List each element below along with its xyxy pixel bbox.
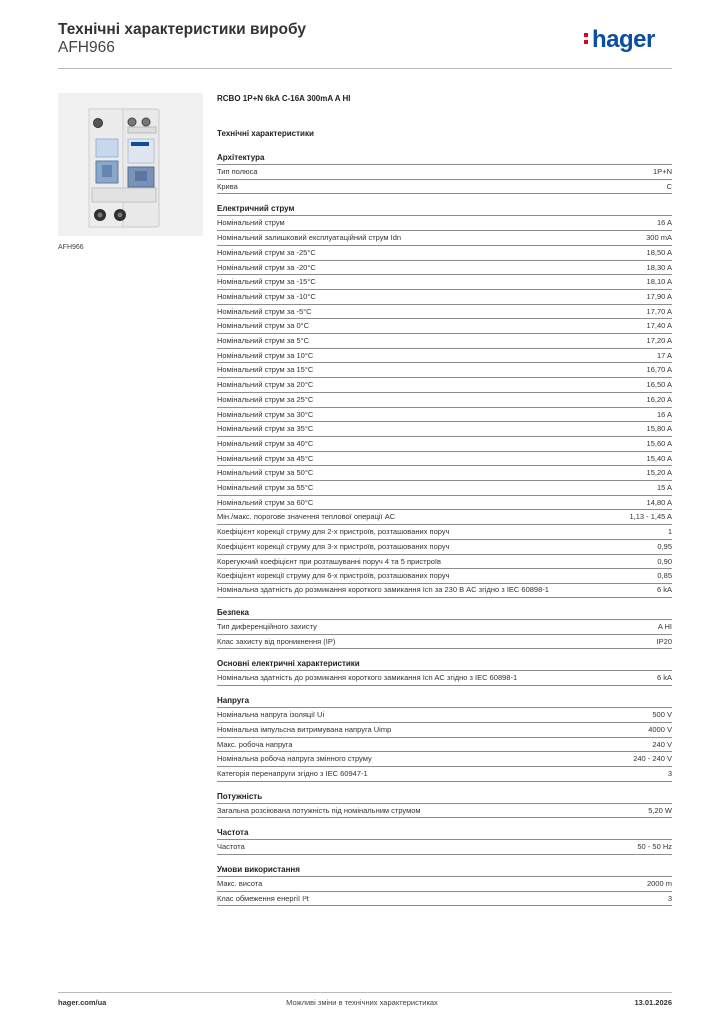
spec-label: Номінальна імпульсна витримувана напруга Uimp [217, 724, 392, 734]
spec-row [217, 334, 672, 349]
spec-value: 15,60 A [646, 438, 672, 448]
spec-row [217, 261, 672, 276]
spec-value: 6 kA [656, 584, 672, 594]
spec-value: 15,40 A [646, 453, 672, 463]
spec-row [217, 510, 672, 525]
circuit-breaker-icon [58, 93, 203, 236]
spec-value: 16,50 A [646, 380, 672, 390]
footer-divider [58, 992, 672, 993]
spec-label: Номінальний струм [217, 218, 285, 228]
spec-row [217, 752, 672, 767]
spec-label: Номінальна напруга ізоляції Ui [217, 710, 325, 720]
spec-row [217, 378, 672, 393]
footer-website[interactable]: hager.com/ua [58, 998, 107, 1007]
spec-label: Категорія перенапруги згідно з IEC 60947-1 [217, 768, 368, 778]
spec-value: 5,20 W [648, 805, 672, 815]
spec-row [217, 840, 672, 855]
spec-label: Тип полюса [217, 167, 258, 176]
spec-label: Номінальний струм за 20°C [217, 380, 314, 390]
spec-section [217, 203, 672, 598]
spec-value: 1P+N [653, 167, 672, 176]
spec-value: 17,40 A [646, 321, 672, 331]
spec-section [217, 607, 672, 649]
spec-value: 6 kA [656, 673, 672, 683]
spec-label: Номінальний струм за -20°C [217, 262, 316, 272]
spec-label: Номінальний залишковий експлуатаційний струм Idn [217, 233, 402, 243]
spec-label: Тип диференційного захисту [217, 621, 317, 631]
spec-label: Номінальний струм за 45°C [217, 453, 314, 463]
spec-label: Мін./макс. порогове значення теплової операції AC [217, 512, 396, 522]
spec-label: Клас обмеження енергії I²t [217, 893, 309, 903]
spec-value: 1 [667, 527, 672, 537]
spec-value: 0,85 [657, 571, 672, 581]
spec-section [217, 827, 672, 855]
spec-row [217, 393, 672, 408]
spec-label: Клас захисту від проникнення (IP) [217, 636, 336, 646]
spec-label: Корегуючий коефіцієнт при розташуванні поруч 4 та 5 пристроїв [217, 556, 441, 566]
spec-section [217, 864, 672, 906]
spec-label: Номінальний струм за -5°C [217, 306, 312, 316]
spec-label: Загальна розсіювана потужність під номінальним струмом [217, 805, 421, 815]
spec-value: C [666, 181, 672, 191]
section-heading: Частота [217, 827, 672, 840]
spec-row [217, 540, 672, 555]
spec-row [217, 180, 672, 195]
spec-value: 3 [667, 768, 672, 778]
spec-value: A HI [657, 621, 672, 631]
spec-label: Коефіцієнт корекції струму для 2-х пристроїв, розташованих поруч [217, 527, 450, 537]
spec-label: Коефіцієнт корекції струму для 3-х пристроїв, розташованих поруч [217, 541, 450, 551]
spec-label: Номінальний струм за -10°C [217, 291, 316, 301]
spec-label: Макс. робоча напруга [217, 739, 293, 749]
section-heading: Основні електричні характеристики [217, 658, 672, 671]
spec-row [217, 408, 672, 423]
spec-value: 18,10 A [646, 277, 672, 287]
spec-value: 17,90 A [646, 291, 672, 301]
spec-label: Номінальний струм за 50°C [217, 468, 314, 478]
tech-specs-title: Технічні характеристики [217, 129, 314, 138]
spec-row [217, 584, 672, 598]
spec-label: Номінальна здатність до розмикання короткого замикання Icn за 230 В AC згідно з IEC 60898-1 [217, 584, 549, 594]
image-caption: AFH966 [58, 244, 84, 251]
spec-label: Крива [217, 181, 238, 191]
spec-row [217, 496, 672, 511]
spec-label: Частота [217, 842, 245, 852]
spec-value: 240 - 240 V [633, 754, 672, 764]
spec-value: 300 mA [646, 233, 672, 243]
spec-label: Макс. висота [217, 879, 263, 889]
spec-value: 0,95 [657, 541, 672, 551]
spec-row [217, 525, 672, 540]
spec-value: 16 A [656, 409, 672, 419]
product-image [58, 93, 203, 236]
spec-row [217, 231, 672, 246]
spec-value: 16 A [656, 218, 672, 228]
spec-row [217, 319, 672, 334]
spec-label: Номінальний струм за 30°C [217, 409, 314, 419]
header-divider [58, 68, 672, 69]
spec-row [217, 275, 672, 290]
spec-row [217, 892, 672, 907]
spec-value: 16,70 A [646, 365, 672, 375]
section-heading: Архітектура [217, 152, 672, 165]
spec-value: 240 V [652, 739, 672, 749]
section-heading: Електричний струм [217, 203, 672, 216]
spec-value: 3 [667, 893, 672, 903]
product-code: AFH966 [58, 39, 115, 56]
spec-label: Номінальний струм за 40°C [217, 438, 314, 448]
section-heading: Умови використання [217, 864, 672, 877]
spec-row [217, 437, 672, 452]
spec-row [217, 481, 672, 496]
logo-text: hager [592, 26, 655, 53]
spec-row [217, 569, 672, 584]
spec-value: 2000 m [646, 879, 672, 889]
product-title: RCBO 1P+N 6kA C-16A 300mA A HI [217, 94, 351, 103]
spec-label: Коефіцієнт корекції струму для 6-х пристроїв, розташованих поруч [217, 571, 450, 581]
spec-section [217, 152, 672, 194]
spec-value: 15,80 A [646, 424, 672, 434]
logo-dots-icon [584, 33, 589, 47]
spec-label: Номінальний струм за 15°C [217, 365, 314, 375]
spec-value: 1,13 - 1,45 A [629, 512, 672, 522]
spec-row [217, 738, 672, 753]
spec-value: 16,20 A [646, 394, 672, 404]
spec-value: 17 A [656, 350, 672, 360]
spec-label: Номінальна робоча напруга змінного струму [217, 754, 372, 764]
spec-label: Номінальний струм за 35°C [217, 424, 314, 434]
footer-note: Можливі зміни в технічних характеристиках [286, 998, 438, 1007]
spec-row [217, 723, 672, 738]
spec-section [217, 791, 672, 819]
spec-row [217, 422, 672, 437]
spec-row [217, 305, 672, 320]
page-title: Технічні характеристики виробу [58, 21, 306, 38]
spec-content [217, 94, 672, 915]
spec-value: 4000 V [648, 724, 672, 734]
spec-label: Номінальний струм за 60°C [217, 497, 314, 507]
spec-row [217, 767, 672, 782]
spec-row [217, 635, 672, 650]
spec-row [217, 290, 672, 305]
spec-value: 0,90 [657, 556, 672, 566]
spec-row [217, 466, 672, 481]
spec-label: Номінальний струм за 10°C [217, 350, 314, 360]
spec-row [217, 165, 672, 180]
spec-value: 18,30 A [646, 262, 672, 272]
spec-label: Номінальний струм за 0°C [217, 321, 310, 331]
spec-value: 15 A [656, 483, 672, 493]
section-heading: Безпека [217, 607, 672, 620]
spec-row [217, 452, 672, 467]
spec-row [217, 877, 672, 892]
spec-row [217, 804, 672, 819]
spec-sections [217, 152, 672, 906]
spec-row [217, 620, 672, 635]
spec-value: 14,80 A [646, 497, 672, 507]
spec-label: Номінальний струм за -25°C [217, 247, 316, 257]
spec-value: 50 - 50 Hz [637, 842, 672, 852]
section-heading: Потужність [217, 791, 672, 804]
spec-row [217, 349, 672, 364]
footer-date: 13.01.2026 [634, 998, 672, 1007]
spec-row [217, 246, 672, 261]
spec-label: Номінальний струм за 55°C [217, 483, 314, 493]
spec-row [217, 671, 672, 686]
spec-label: Номінальний струм за -15°C [217, 277, 316, 287]
section-heading: Напруга [217, 695, 672, 708]
spec-row [217, 708, 672, 723]
spec-label: Номінальна здатність до розмикання короткого замикання Icn AC згідно з IEC 60898-1 [217, 673, 518, 683]
spec-value: 17,20 A [646, 336, 672, 346]
spec-row [217, 363, 672, 378]
spec-value: 18,50 A [646, 247, 672, 257]
spec-section [217, 695, 672, 782]
spec-value: IP20 [656, 636, 672, 646]
spec-value: 17,70 A [646, 306, 672, 316]
spec-label: Номінальний струм за 5°C [217, 336, 310, 346]
spec-label: Номінальний струм за 25°C [217, 394, 314, 404]
spec-section [217, 658, 672, 686]
spec-value: 15,20 A [646, 468, 672, 478]
hager-logo [592, 26, 655, 54]
spec-row [217, 555, 672, 570]
spec-row [217, 216, 672, 231]
spec-value: 500 V [652, 710, 672, 720]
